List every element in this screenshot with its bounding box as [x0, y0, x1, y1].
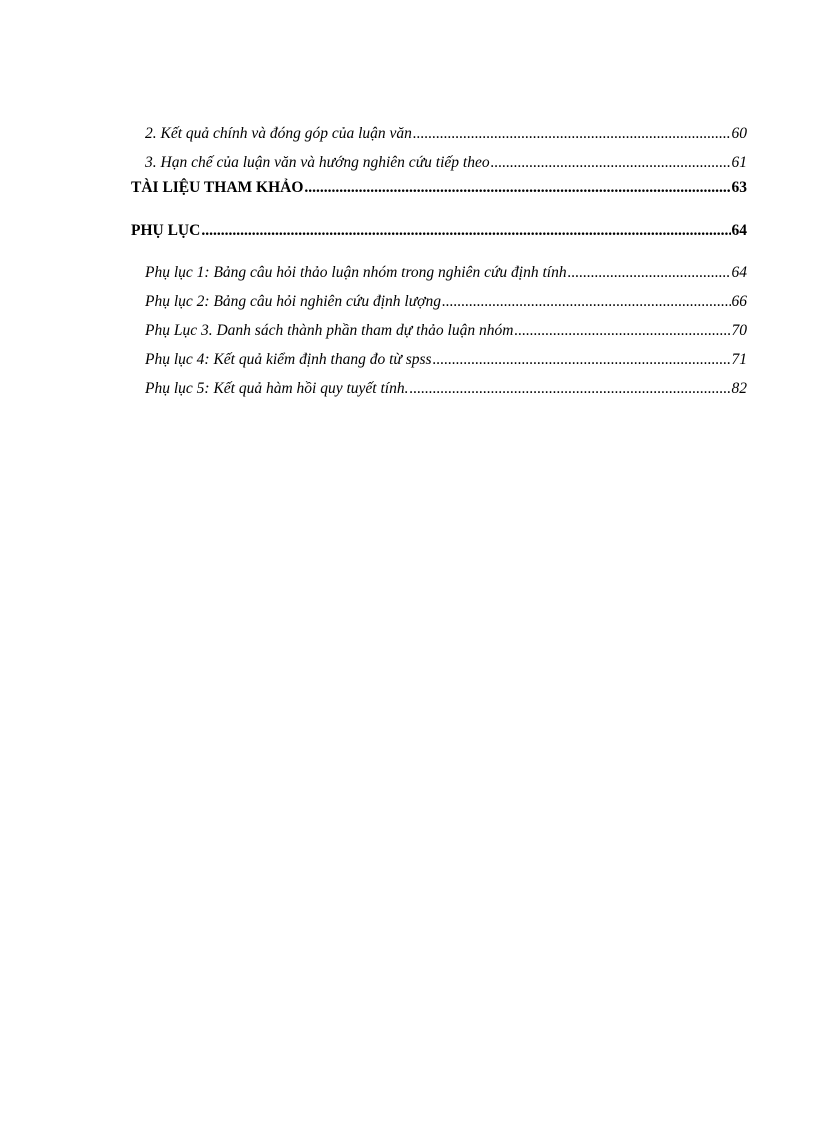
toc-page-number: 71 — [731, 351, 747, 368]
toc-entry[interactable] — [131, 379, 747, 408]
toc-dot-leader — [304, 178, 730, 198]
toc-entry-title: PHỤ LỤC — [131, 222, 201, 239]
toc-dot-leader — [442, 292, 731, 312]
toc-entry-title: Phụ lục 1: Bảng câu hỏi thảo luận nhóm trong nghiên cứu định tính — [145, 264, 567, 281]
toc-page-number: 66 — [731, 293, 747, 310]
toc-page-number: 63 — [731, 179, 747, 196]
toc-page-number: 64 — [731, 222, 747, 239]
toc-entry-title: 3. Hạn chế của luận văn và hướng nghiên cứu tiếp theo — [145, 154, 490, 171]
toc-dot-leader — [514, 321, 730, 341]
toc-entry-title: Phụ lục 5: Kết quả hàm hồi quy tuyết tính. — [145, 380, 409, 397]
toc-entry[interactable] — [131, 321, 747, 350]
toc-dot-leader — [409, 379, 730, 399]
toc-entry-title: Phụ lục 4: Kết quả kiểm định thang đo từ spss — [145, 351, 432, 368]
toc-entry-title: Phụ Lục 3. Danh sách thành phần tham dự thảo luận nhóm — [145, 322, 514, 339]
toc-entry[interactable] — [131, 263, 747, 292]
toc-dot-leader — [491, 153, 731, 173]
toc-entry-title: Phụ lục 2: Bảng câu hỏi nghiên cứu định lượng — [145, 293, 441, 310]
toc-dot-leader — [433, 350, 731, 370]
table-of-contents — [131, 124, 747, 408]
toc-page-number: 64 — [731, 264, 747, 281]
toc-entry-heading[interactable] — [131, 178, 747, 221]
toc-dot-leader — [568, 263, 731, 283]
toc-entry-title: TÀI LIỆU THAM KHẢO — [131, 179, 304, 196]
toc-entry-heading[interactable] — [131, 221, 747, 263]
toc-entry[interactable] — [131, 350, 747, 379]
toc-page-number: 82 — [731, 380, 747, 397]
toc-page-number: 70 — [731, 322, 747, 339]
toc-entry[interactable] — [131, 292, 747, 321]
toc-page-number: 61 — [731, 154, 747, 171]
toc-dot-leader — [413, 124, 731, 144]
toc-dot-leader — [201, 221, 730, 241]
toc-entry-title: 2. Kết quả chính và đóng góp của luận văn — [145, 125, 412, 142]
toc-page-number: 60 — [731, 125, 747, 142]
toc-entry[interactable] — [131, 124, 747, 153]
